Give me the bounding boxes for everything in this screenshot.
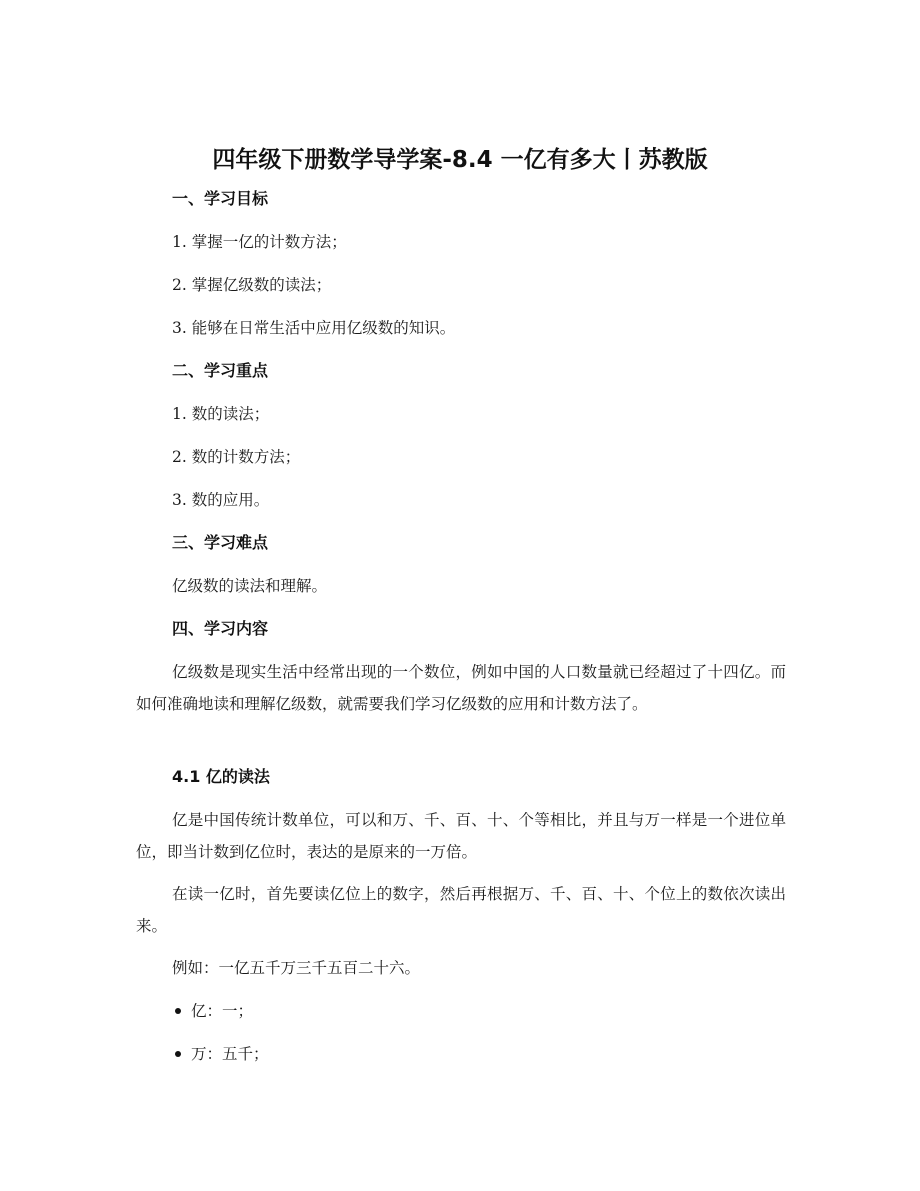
bullet-item: [172, 1043, 269, 1065]
section-heading-difficulties: 三、学习难点: [172, 533, 269, 552]
subsection-paragraph: 亿是中国传统计数单位，可以和万、千、百、十、个等相比，并且与万一样是一个进位单位，即当计数到亿位时，表达的是原来的一万倍。: [136, 811, 786, 861]
example-text: 例如：一亿五千万三千五百二十六。: [172, 959, 421, 977]
bullet-icon: [175, 1008, 181, 1014]
bullet-item: [172, 1000, 253, 1022]
objective-item: 2. 掌握亿级数的读法；: [172, 276, 332, 294]
bullet-text: 万：五千；: [191, 1045, 269, 1063]
content-paragraph: 亿级数是现实生活中经常出现的一个数位，例如中国的人口数量就已经超过了十四亿。而如何准确地读和理解亿级数，就需要我们学习亿级数的应用和计数方法了。: [136, 663, 786, 713]
key-point-item: 3. 数的应用。: [172, 491, 270, 509]
objective-item: 3. 能够在日常生活中应用亿级数的知识。: [172, 319, 456, 337]
subsection-paragraph: 在读一亿时，首先要读亿位上的数字，然后再根据万、千、百、十、个位上的数依次读出来。: [136, 885, 786, 935]
document-title: 四年级下册数学导学案-8.4 一亿有多大丨苏教版: [212, 147, 708, 173]
bullet-icon: [175, 1051, 181, 1057]
bullet-text: 亿：一；: [191, 1002, 254, 1020]
section-heading-key-points: 二、学习重点: [172, 361, 269, 380]
key-point-item: 2. 数的计数方法；: [172, 448, 301, 466]
subsection-heading: 4.1 亿的读法: [172, 767, 270, 786]
section-heading-objectives: 一、学习目标: [172, 189, 269, 208]
section-heading-content: 四、学习内容: [172, 619, 269, 638]
difficulty-item: 亿级数的读法和理解。: [172, 577, 328, 595]
key-point-item: 1. 数的读法；: [172, 405, 270, 423]
objective-item: 1. 掌握一亿的计数方法；: [172, 233, 347, 251]
